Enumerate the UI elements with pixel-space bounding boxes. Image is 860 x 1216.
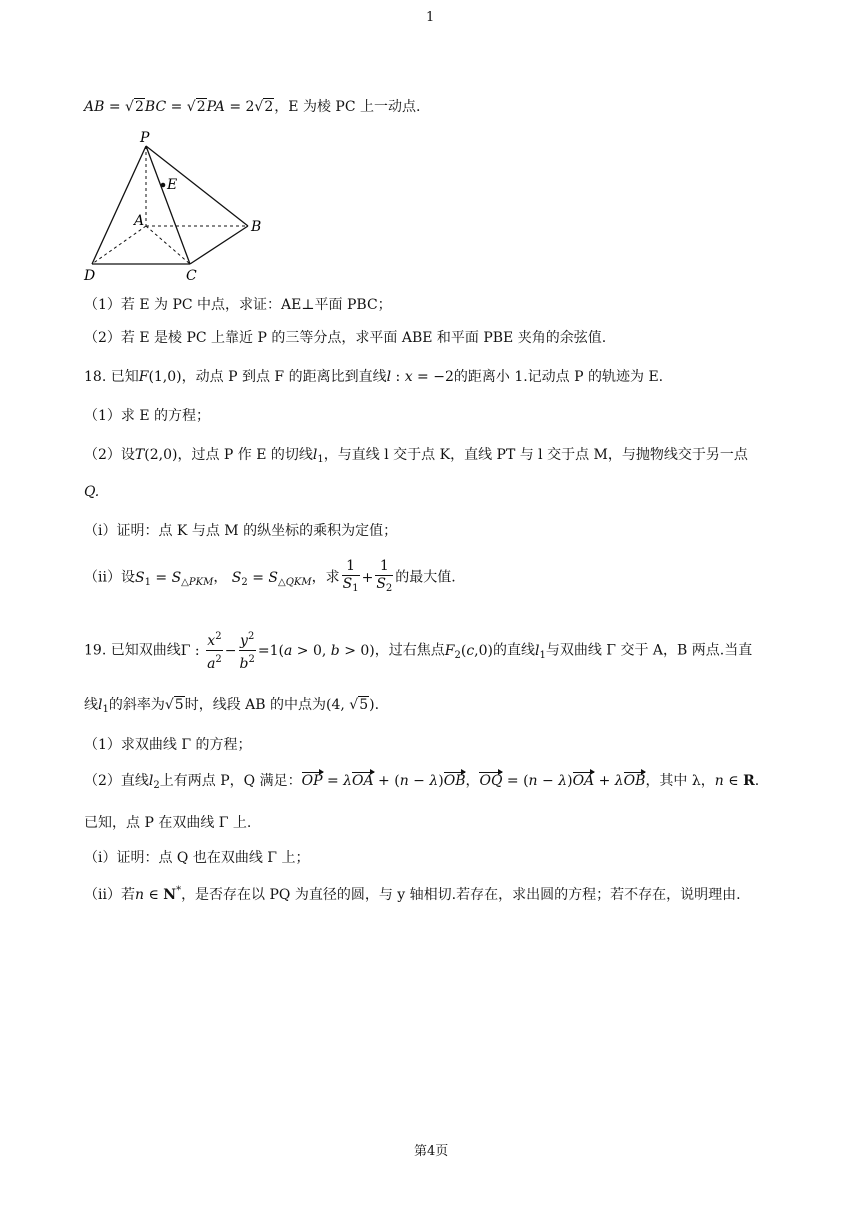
q19-hyperbola-eq: Γ : $\frac{x^2}{a^2}$ − $\frac{y^2}{b^2}$ =1(a > 0, b > 0) xyxy=(181,643,375,659)
q17-condition-formula: AB = √2BC = √2PA = 2√2 xyxy=(84,99,274,115)
q19-vector-eq-op: OP = λOA + (n − λ)OB xyxy=(301,773,466,789)
q19-slope-value: √5 xyxy=(164,697,184,713)
q18-line-l: l : x = −2 xyxy=(386,369,454,385)
q17-condition-line xyxy=(84,96,420,116)
q19-known-line: 已知，点 P 在双曲线 Γ 上. xyxy=(84,815,252,831)
label-p: P xyxy=(140,130,150,146)
q19-part1: （1）求双曲线 Γ 的方程； xyxy=(84,737,252,753)
q18-point-t: T(2,0) xyxy=(134,447,178,463)
page-number: 1 xyxy=(426,10,435,25)
q19-line-l1: $l_1$ xyxy=(535,642,546,661)
q19-line2: 线$l_1$的斜率为√5时，线段 AB 的中点为(4, √5). xyxy=(84,697,380,715)
q19-midpoint: (4, √5) xyxy=(326,697,375,713)
q19-line-l2: $l_2$ xyxy=(148,773,160,791)
q18-part2-cont: Q. xyxy=(84,484,100,500)
page-footer: 第4页 xyxy=(414,1144,449,1159)
q18-tangent-l1: $l_1$ xyxy=(312,447,324,465)
q18-part2: （2）设T(2,0)，过点 P 作 E 的切线$l_1$，与直线 l 交于点 K，直线 PT 与 l 交于点 M，与抛物线交于另一点 xyxy=(84,447,748,465)
point-e-dot xyxy=(161,183,166,188)
label-e: E xyxy=(167,177,178,193)
q17-part1: （1）若 E 为 PC 中点，求证：AE⊥平面 PBC； xyxy=(84,297,392,313)
q18-expression: $\frac{1}{S_1}$ + $\frac{1}{S_2}$ xyxy=(342,558,393,594)
q19-sub-ii: （ii）若n ∈ N*，是否存在以 PQ 为直径的圆，与 y 轴相切.若存在，求出圆的方程；若不存在，说明理由. xyxy=(84,885,741,903)
q19-stem: 19. 已知双曲线Γ : $\frac{x^2}{a^2}$ − $\frac{y^2}{b^2}$ =1(a > 0, b > 0)，过右焦点$F_2(c,0)$的直线$l_1$与双曲线 Γ 交于 A，B 两点.当直 xyxy=(84,628,752,673)
label-b: B xyxy=(251,219,262,235)
q18-sub-ii: （ii）设$S_1 = S_{\triangle PKM}$， $S_2 = S_{\triangle QKM}$，求 $\frac{1}{S_1}$ + $\frac{1}{S_2}$ 的最大值. xyxy=(84,558,456,594)
q19-focus-f2: $F_2(c,0)$ xyxy=(444,642,493,661)
q18-stem: 18. 已知F(1,0)，动点 P 到点 F 的距离比到直线l : x = −2的距离小 1.记动点 P 的轨迹为 E. xyxy=(84,369,664,385)
q19-vector-eq-oq: OQ = (n − λ)OA + λOB xyxy=(479,773,646,789)
q19-number: 19. xyxy=(84,642,107,659)
q19-line2-l1: $l_1$ xyxy=(98,697,109,715)
q19-sub-i: （i）证明：点 Q 也在双曲线 Γ 上； xyxy=(84,850,310,866)
q19-n-in-r: n ∈ R xyxy=(714,773,755,789)
q17-part2: （2）若 E 是棱 PC 上靠近 P 的三等分点，求平面 ABE 和平面 PBE 夹角的余弦值. xyxy=(84,330,607,346)
q18-s1-def: $S_1 = S_{\triangle PKM}$ xyxy=(134,569,214,588)
q18-s2-def: $S_2 = S_{\triangle QKM}$ xyxy=(231,569,312,588)
q18-sub-i: （i）证明：点 K 与点 M 的纵坐标的乘积为定值； xyxy=(84,523,398,539)
label-c: C xyxy=(186,268,197,284)
q17-condition-text: ，E 为棱 PC 上一动点. xyxy=(274,99,421,115)
q18-number: 18. xyxy=(84,369,107,385)
q18-point-f: F(1,0) xyxy=(138,369,182,385)
label-d: D xyxy=(84,268,96,284)
pyramid-figure xyxy=(80,128,270,284)
label-a: A xyxy=(134,213,145,229)
q19-part2: （2）直线$l_2$上有两点 P，Q 满足：OP = λOA + (n − λ)OB，OQ = (n − λ)OA + λOB，其中 λ，n ∈ R. xyxy=(84,773,760,791)
q19-n-in-n: n ∈ N* xyxy=(134,885,182,903)
q18-part1: （1）求 E 的方程； xyxy=(84,408,211,424)
